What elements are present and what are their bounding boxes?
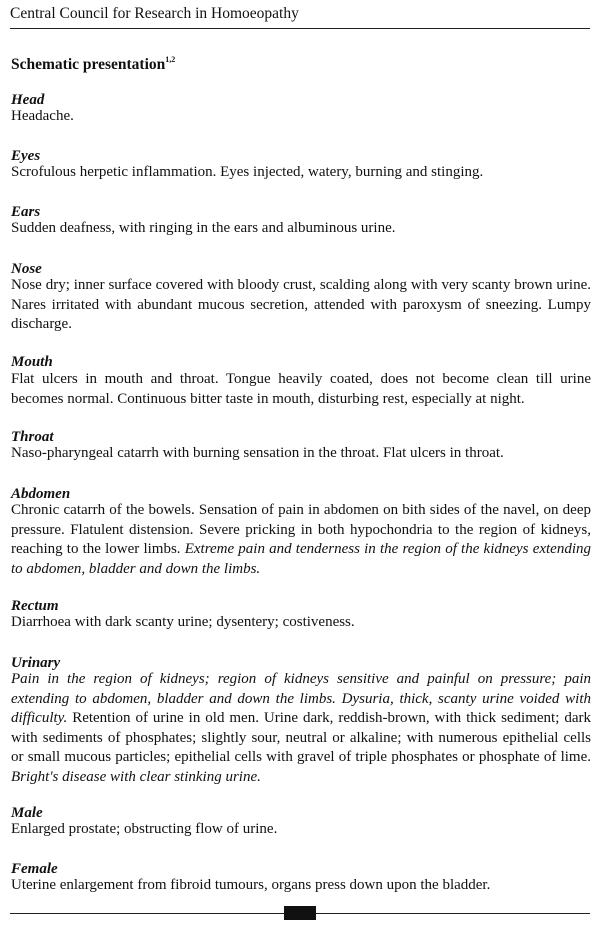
abdomen-text: Chronic catarrh of the bowels. Sensation of pain in abdomen on bith sides of the navel, on deep pressure. Flatulent distension. Severe pricking in both hypochondria to the region of kidneys, reaching to the lower limbs. bbox=[11, 502, 591, 557]
body-eyes: Scrofulous herpetic inflammation. Eyes injected, watery, burning and stinging. bbox=[11, 164, 484, 180]
body-urinary bbox=[11, 670, 591, 787]
body-throat: Naso-pharyngeal catarrh with burning sensation in the throat. Flat ulcers in throat. bbox=[11, 445, 504, 461]
page-title bbox=[11, 50, 175, 75]
running-header: Central Council for Research in Homoeopathy bbox=[10, 4, 590, 29]
urinary-text: Retention of urine in old men. Urine dark, reddish-brown, with thick sediment; dark with sediments of phosphates; slightly sour, neutral or alkaline; with numerous epithelial cells or small mucous particles; epithelial cells with gravel of triple phosphates or phosphate of lime. bbox=[11, 710, 591, 765]
footer-marker bbox=[284, 906, 316, 920]
body-head: Headache. bbox=[11, 108, 74, 124]
heading-eyes: Eyes bbox=[11, 148, 41, 164]
heading-mouth: Mouth bbox=[11, 354, 53, 370]
title-text: Schematic presentation bbox=[11, 56, 166, 73]
heading-throat: Throat bbox=[11, 429, 54, 445]
heading-ears: Ears bbox=[11, 204, 41, 220]
heading-female: Female bbox=[11, 861, 58, 877]
heading-rectum: Rectum bbox=[11, 598, 59, 614]
body-nose: Nose dry; inner surface covered with bloody crust, scalding along with very scanty brown urine. Nares irritated with abundant mucous secretion, attended with paroxysm of sneezing. Lumpy discharge. bbox=[11, 277, 591, 332]
heading-male: Male bbox=[11, 805, 43, 821]
title-reference: 1,2 bbox=[165, 55, 176, 64]
body-female: Uterine enlargement from fibroid tumours, organs press down upon the bladder. bbox=[11, 877, 491, 893]
body-rectum: Diarrhoea with dark scanty urine; dysentery; costiveness. bbox=[11, 614, 355, 630]
body-abdomen bbox=[11, 501, 591, 579]
heading-urinary: Urinary bbox=[11, 655, 61, 671]
body-male: Enlarged prostate; obstructing flow of urine. bbox=[11, 821, 278, 837]
body-mouth: Flat ulcers in mouth and throat. Tongue heavily coated, does not become clean till urine becomes normal. Continuous bitter taste in mouth, disturbing rest, especially at night. bbox=[11, 371, 591, 407]
heading-abdomen: Abdomen bbox=[11, 486, 71, 502]
urinary-italic-text-2: Bright's disease with clear stinking urine. bbox=[11, 768, 261, 785]
urinary-italic-text-1: Pain in the region of kidneys; region of kidneys sensitive and painful on pressure; pain extending to abdomen, bladder and down the limbs. Dysuria, thick, scanty urine voided with difficulty. bbox=[11, 671, 591, 726]
heading-nose: Nose bbox=[11, 261, 42, 277]
abdomen-italic-text: Extreme pain and tenderness in the region of the kidneys extending to abdomen, bladder and down the limbs. bbox=[11, 541, 591, 577]
body-ears: Sudden deafness, with ringing in the ears and albuminous urine. bbox=[11, 220, 396, 236]
heading-head: Head bbox=[11, 92, 45, 108]
